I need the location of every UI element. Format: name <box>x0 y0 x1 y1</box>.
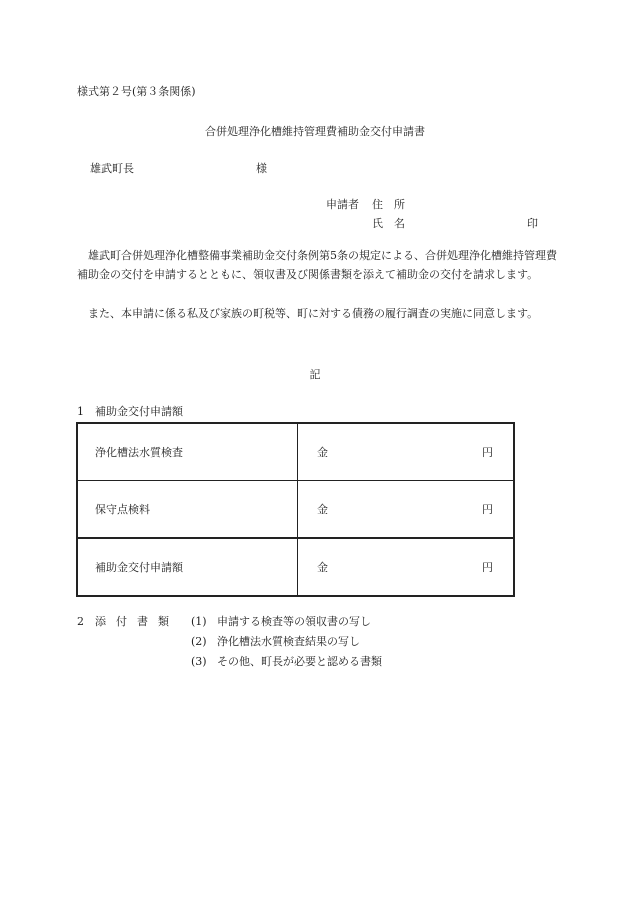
document-title: 合併処理浄化槽維持管理費補助金交付申請書 <box>205 125 425 138</box>
section2-heading: 添付書類 <box>95 615 179 628</box>
amount-table <box>76 422 515 597</box>
amount-cell <box>298 481 515 539</box>
body-paragraph-request: 雄武町合併処理浄化槽整備事業補助金交付条例第5条の規定による、合併処理浄化槽維持管理費補助金の交付を申請するとともに、領収書及び関係書類を添えて補助金の交付を請求します。 <box>77 249 557 281</box>
kin-label: 金 <box>317 503 328 516</box>
applicant-name-label: 氏 名 <box>372 217 405 230</box>
addressee-name: 雄武町長 <box>90 162 134 175</box>
table-row <box>77 423 514 481</box>
table-row <box>77 538 514 596</box>
seal-mark: 印 <box>527 217 538 230</box>
applicant-label: 申請者 <box>326 198 359 211</box>
item-label: 保守点検料 <box>77 481 298 539</box>
kin-label: 金 <box>317 446 328 459</box>
item-label: 補助金交付申請額 <box>77 538 298 596</box>
section1-heading <box>77 406 183 417</box>
item-label: 浄化槽法水質検査 <box>77 423 298 481</box>
section1-number: 1 <box>77 405 84 418</box>
section2-number: 2 <box>77 615 84 628</box>
amount-cell <box>298 538 515 596</box>
attachment-item: 浄化槽法水質検査結果の写し <box>217 635 360 648</box>
en-label: 円 <box>482 446 493 459</box>
attachment-item: 申請する検査等の領収書の写し <box>217 615 371 628</box>
en-label: 円 <box>482 561 493 574</box>
attachment-number: (3) <box>191 655 207 668</box>
attachment-number: (2) <box>191 635 207 648</box>
attachment-number: (1) <box>191 615 207 628</box>
form-number: 様式第２号(第３条関係) <box>77 85 196 98</box>
table-row <box>77 481 514 539</box>
amount-cell <box>298 423 515 481</box>
ki-mark: 記 <box>309 368 321 381</box>
attachment-item: その他、町長が必要と認める書類 <box>217 655 382 668</box>
applicant-address-label: 住 所 <box>372 198 405 211</box>
body-paragraph-consent: また、本申請に係る私及び家族の町税等、町に対する債務の履行調査の実施に同意します。 <box>88 307 539 320</box>
en-label: 円 <box>482 503 493 516</box>
addressee-honorific: 様 <box>256 162 267 175</box>
kin-label: 金 <box>317 561 328 574</box>
section1-heading-text: 補助金交付申請額 <box>95 405 183 418</box>
